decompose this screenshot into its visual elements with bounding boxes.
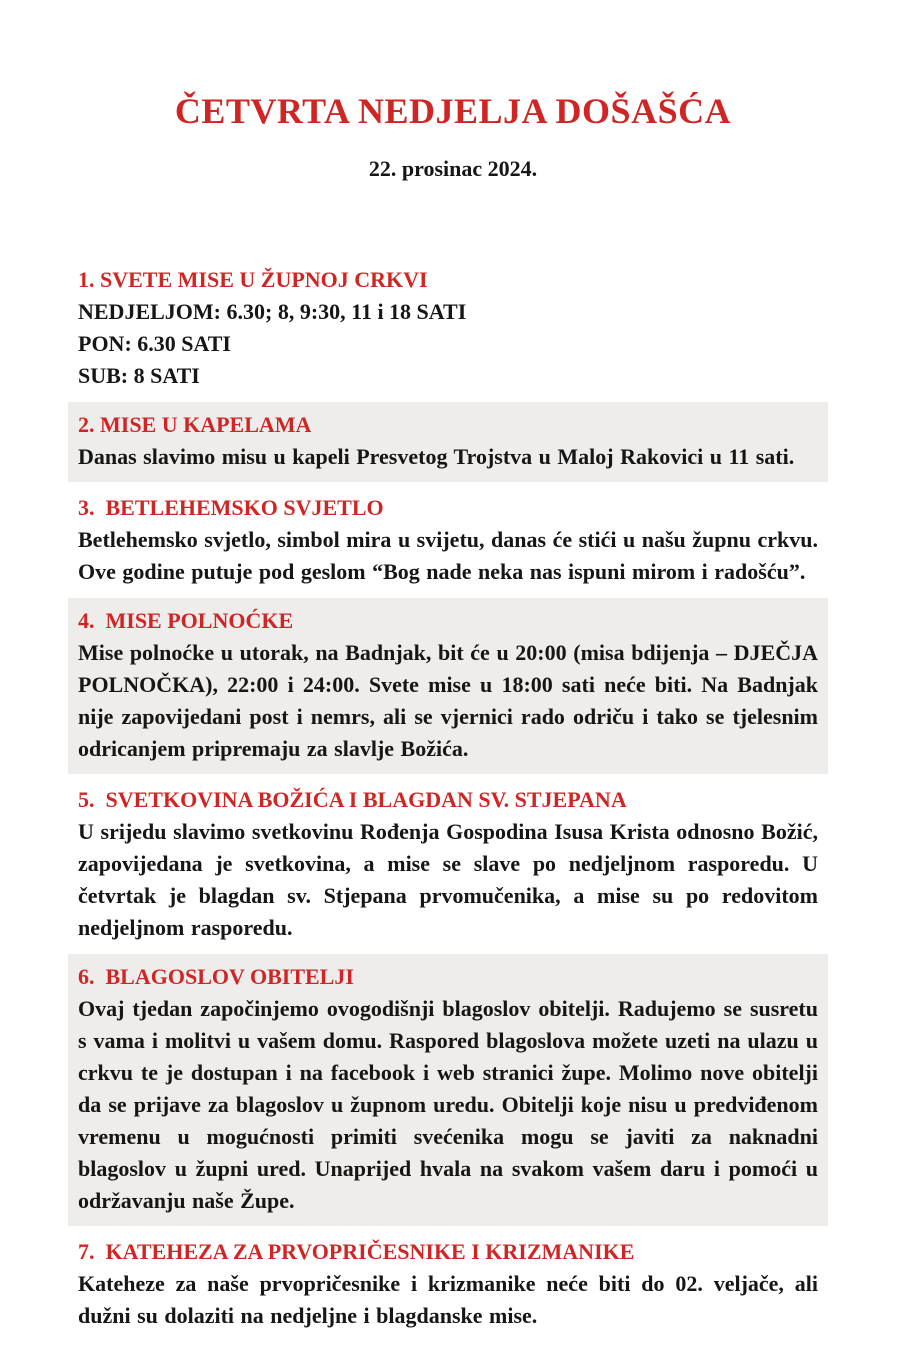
section-heading: 6. BLAGOSLOV OBITELJI: [78, 963, 354, 989]
section-heading: 5. SVETKOVINA BOŽIĆA I BLAGDAN SV. STJEPANA: [78, 786, 627, 812]
section-family-blessing: [68, 954, 828, 1226]
section-heading: 1. SVETE MISE U ŽUPNOJ CRKVI: [78, 266, 428, 292]
section-catechesis: [68, 1236, 828, 1332]
schedule-line-monday: PON: 6.30 SATI: [78, 330, 231, 356]
document-date: 22. prosinac 2024.: [368, 156, 538, 182]
section-heading: 7. KATEHEZA ZA PRVOPRIČESNIKE I KRIZMANIKE: [78, 1238, 635, 1264]
section-body: Betlehemsko svjetlo, simbol mira u svijetu, danas će stići u našu župnu crkvu. Ove godine putuje pod geslom “Bog nade neka nas ispuni mirom i radošću”.: [78, 526, 818, 584]
section-chapel-masses: [68, 402, 828, 482]
schedule-line-saturday: SUB: 8 SATI: [78, 362, 200, 388]
sections-container: [68, 264, 828, 1332]
section-heading: 2. MISE U KAPELAMA: [78, 411, 312, 437]
section-bethlehem-light: [68, 492, 828, 588]
section-body: U srijedu slavimo svetkovinu Rođenja Gospodina Isusa Krista odnosno Božić, zapovijedana je svetkovina, a mise se slave po nedjeljnom rasporedu. U četvrtak je blagdan sv. Stjepana prvomučenika, a mise su po redovitom nedjeljnom rasporedu.: [78, 818, 818, 940]
section-body: Kateheze za naše prvopričesnike i krizmanike neće biti do 02. veljače, ali dužni su dolaziti na nedjeljne i blagdanske mise.: [78, 1270, 818, 1328]
section-body: Ovaj tjedan započinjemo ovogodišnji blagoslov obitelji. Radujemo se susretu s vama i molitvi u vašem domu. Raspored blagoslova možete uzeti na ulazu u crkvu te je dostupan i na facebook i web stranici župe. Molimo nove obitelji da se prijave za blagoslov u župnom uredu. Obitelji koje nisu u predviđenom vremenu u mogućnosti primiti svećenika mogu se javiti za naknadni blagoslov u župni ured. Unaprijed hvala na svakom vašem daru i pomoći u održavanju naše Župe.: [78, 995, 818, 1213]
section-heading: 3. BETLEHEMSKO SVJETLO: [78, 494, 384, 520]
section-midnight-masses: [68, 598, 828, 774]
page-title: ČETVRTA NEDJELJA DOŠAŠĆA: [174, 91, 732, 131]
section-body: Mise polnoćke u utorak, na Badnjak, bit će u 20:00 (misa bdijenja – DJEČJA POLNOČKA), 22:00 i 24:00. Svete mise u 18:00 sati neće biti. Na Badnjak nije zapovijedani post i nemrs, ali se vjernici rado odriču i tako se tjelesnim odricanjem pripremaju za slavlje Božića.: [78, 639, 818, 761]
schedule-line-sunday: NEDJELJOM: 6.30; 8, 9:30, 11 i 18 SATI: [78, 298, 467, 324]
section-christmas-feast: [68, 784, 828, 944]
section-mass-schedule: [68, 264, 828, 392]
section-body: Danas slavimo misu u kapeli Presvetog Trojstva u Maloj Rakovici u 11 sati.: [78, 443, 795, 469]
section-heading: 4. MISE POLNOĆKE: [78, 607, 294, 633]
